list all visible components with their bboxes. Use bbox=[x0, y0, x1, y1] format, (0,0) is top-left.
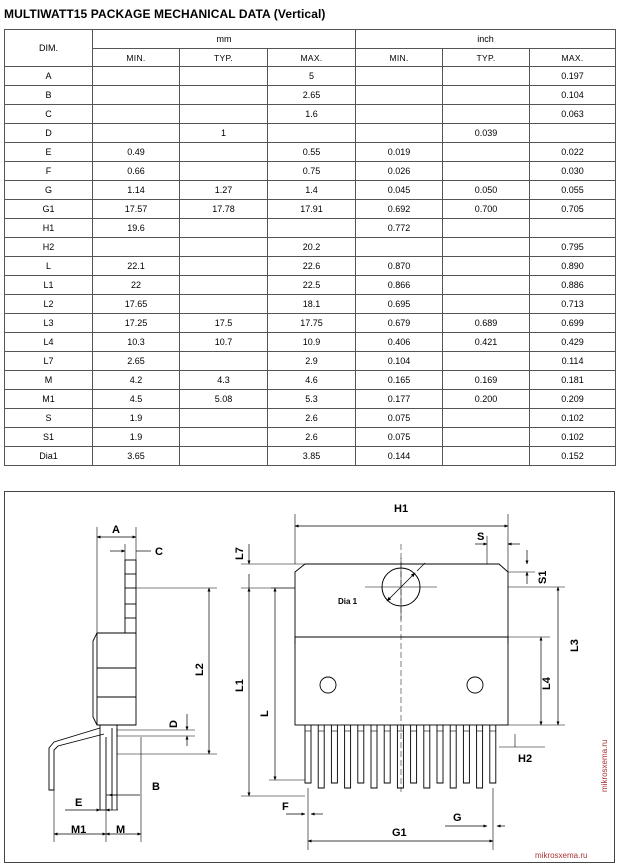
label-L4: L4 bbox=[541, 677, 553, 690]
value-cell: 0.063 bbox=[530, 105, 616, 124]
value-cell bbox=[180, 352, 268, 371]
label-H1: H1 bbox=[394, 503, 409, 515]
table-row bbox=[5, 314, 616, 333]
label-Dia1: Dia 1 bbox=[338, 597, 358, 606]
value-cell bbox=[443, 238, 530, 257]
value-cell: 0.104 bbox=[530, 86, 616, 105]
table-row bbox=[5, 238, 616, 257]
value-cell bbox=[443, 86, 530, 105]
value-cell: 0.49 bbox=[93, 143, 180, 162]
value-cell: 0.102 bbox=[530, 428, 616, 447]
dim-cell: S1 bbox=[5, 428, 93, 447]
lead bbox=[397, 725, 403, 788]
watermark: mikrosxema.ru bbox=[600, 739, 609, 792]
dim-cell: A bbox=[5, 67, 93, 86]
value-cell bbox=[356, 67, 443, 86]
dim-cell: L2 bbox=[5, 295, 93, 314]
value-cell: 10.9 bbox=[268, 333, 356, 352]
value-cell bbox=[180, 276, 268, 295]
table-row bbox=[5, 409, 616, 428]
value-cell bbox=[443, 409, 530, 428]
value-cell: 4.6 bbox=[268, 371, 356, 390]
front-tab bbox=[295, 564, 508, 637]
page-title: MULTIWATT15 PACKAGE MECHANICAL DATA (Vertical) bbox=[4, 7, 326, 21]
value-cell: 17.65 bbox=[93, 295, 180, 314]
value-cell bbox=[443, 67, 530, 86]
value-cell: 0.890 bbox=[530, 257, 616, 276]
value-cell: 0.075 bbox=[356, 428, 443, 447]
col-header-mm-typ: TYP. bbox=[180, 49, 268, 67]
value-cell bbox=[443, 447, 530, 466]
dim-cell: L3 bbox=[5, 314, 93, 333]
lead bbox=[477, 725, 483, 788]
value-cell bbox=[443, 276, 530, 295]
value-cell bbox=[443, 105, 530, 124]
col-header-mm: mm bbox=[93, 30, 356, 49]
package-drawing bbox=[4, 491, 615, 863]
value-cell bbox=[443, 162, 530, 181]
value-cell: 0.886 bbox=[530, 276, 616, 295]
value-cell bbox=[180, 238, 268, 257]
value-cell: 0.870 bbox=[356, 257, 443, 276]
value-cell bbox=[356, 86, 443, 105]
value-cell: 0.406 bbox=[356, 333, 443, 352]
lead bbox=[437, 725, 443, 783]
col-header-mm-min: MIN. bbox=[93, 49, 180, 67]
value-cell: 22.5 bbox=[268, 276, 356, 295]
value-cell bbox=[180, 409, 268, 428]
value-cell: 17.5 bbox=[180, 314, 268, 333]
value-cell bbox=[443, 143, 530, 162]
table-row bbox=[5, 219, 616, 238]
dim-cell: F bbox=[5, 162, 93, 181]
lead bbox=[371, 725, 377, 788]
side-body bbox=[93, 633, 136, 725]
value-cell: 4.2 bbox=[93, 371, 180, 390]
dim-cell: L bbox=[5, 257, 93, 276]
value-cell: 17.57 bbox=[93, 200, 180, 219]
value-cell: 0.689 bbox=[443, 314, 530, 333]
value-cell: 0.039 bbox=[443, 124, 530, 143]
table-row bbox=[5, 86, 616, 105]
dim-cell: C bbox=[5, 105, 93, 124]
value-cell bbox=[93, 67, 180, 86]
value-cell: 0.209 bbox=[530, 390, 616, 409]
label-L1: L1 bbox=[234, 679, 246, 692]
value-cell: 2.65 bbox=[268, 86, 356, 105]
value-cell: 0.695 bbox=[356, 295, 443, 314]
value-cell: 0.795 bbox=[530, 238, 616, 257]
value-cell bbox=[180, 428, 268, 447]
col-header-dim: DIM. bbox=[5, 30, 93, 67]
table-row bbox=[5, 428, 616, 447]
value-cell: 1.4 bbox=[268, 181, 356, 200]
label-H2: H2 bbox=[518, 753, 533, 765]
dim-cell: H2 bbox=[5, 238, 93, 257]
lead-group bbox=[305, 725, 496, 788]
mechanical-data-table bbox=[4, 29, 616, 466]
value-cell: 2.65 bbox=[93, 352, 180, 371]
lead bbox=[490, 725, 496, 783]
value-cell bbox=[530, 124, 616, 143]
label-B: B bbox=[152, 781, 160, 793]
dim-cell: H1 bbox=[5, 219, 93, 238]
value-cell: 0.075 bbox=[356, 409, 443, 428]
value-cell: 0.019 bbox=[356, 143, 443, 162]
dim-cell: G bbox=[5, 181, 93, 200]
value-cell: 0.679 bbox=[356, 314, 443, 333]
table-row bbox=[5, 352, 616, 371]
value-cell: 5 bbox=[268, 67, 356, 86]
value-cell bbox=[530, 219, 616, 238]
value-cell: 0.169 bbox=[443, 371, 530, 390]
value-cell: 0.045 bbox=[356, 181, 443, 200]
value-cell: 0.026 bbox=[356, 162, 443, 181]
value-cell: 0.197 bbox=[530, 67, 616, 86]
side-tab bbox=[125, 560, 136, 633]
label-S: S bbox=[477, 531, 485, 543]
value-cell bbox=[356, 105, 443, 124]
value-cell: 2.6 bbox=[268, 409, 356, 428]
dim-cell: L7 bbox=[5, 352, 93, 371]
value-cell: 0.152 bbox=[530, 447, 616, 466]
label-G: G bbox=[453, 812, 462, 824]
value-cell: 20.2 bbox=[268, 238, 356, 257]
value-cell: 10.3 bbox=[93, 333, 180, 352]
label-M: M bbox=[116, 824, 126, 836]
label-C: C bbox=[155, 546, 163, 558]
value-cell bbox=[180, 447, 268, 466]
label-L7: L7 bbox=[234, 547, 246, 560]
value-cell: 0.200 bbox=[443, 390, 530, 409]
front-body bbox=[295, 637, 508, 725]
value-cell bbox=[268, 124, 356, 143]
ejector-pin-left bbox=[320, 677, 336, 693]
dim-cell: S bbox=[5, 409, 93, 428]
watermark-bottom: mikrosxema.ru bbox=[535, 851, 588, 860]
value-cell: 4.3 bbox=[180, 371, 268, 390]
label-L: L bbox=[259, 710, 271, 717]
value-cell: 2.9 bbox=[268, 352, 356, 371]
table-row bbox=[5, 447, 616, 466]
label-G1: G1 bbox=[392, 827, 407, 839]
value-cell bbox=[180, 105, 268, 124]
lead bbox=[331, 725, 337, 783]
table-row bbox=[5, 143, 616, 162]
value-cell bbox=[93, 105, 180, 124]
lead bbox=[318, 725, 324, 788]
value-cell bbox=[93, 124, 180, 143]
value-cell: 1.6 bbox=[268, 105, 356, 124]
value-cell: 22 bbox=[93, 276, 180, 295]
dim-cell: D bbox=[5, 124, 93, 143]
dim-cell: G1 bbox=[5, 200, 93, 219]
front-view bbox=[234, 503, 581, 850]
value-cell: 4.5 bbox=[93, 390, 180, 409]
table-row bbox=[5, 105, 616, 124]
col-header-inch-min: MIN. bbox=[356, 49, 443, 67]
value-cell: 1 bbox=[180, 124, 268, 143]
value-cell: 0.050 bbox=[443, 181, 530, 200]
value-cell bbox=[443, 428, 530, 447]
value-cell: 0.713 bbox=[530, 295, 616, 314]
label-M1: M1 bbox=[71, 824, 87, 836]
table-header-row-limits bbox=[5, 49, 616, 67]
value-cell bbox=[180, 162, 268, 181]
lead bbox=[345, 725, 351, 788]
label-L3: L3 bbox=[569, 639, 581, 652]
value-cell: 0.104 bbox=[356, 352, 443, 371]
table-row bbox=[5, 390, 616, 409]
value-cell bbox=[443, 219, 530, 238]
value-cell: 0.66 bbox=[93, 162, 180, 181]
dim-cell: L1 bbox=[5, 276, 93, 295]
value-cell: 0.114 bbox=[530, 352, 616, 371]
dim-cell: M1 bbox=[5, 390, 93, 409]
lead bbox=[463, 725, 469, 783]
table-row bbox=[5, 276, 616, 295]
value-cell: 3.85 bbox=[268, 447, 356, 466]
lead bbox=[411, 725, 417, 783]
value-cell bbox=[356, 238, 443, 257]
value-cell bbox=[180, 219, 268, 238]
value-cell: 18.1 bbox=[268, 295, 356, 314]
value-cell: 0.692 bbox=[356, 200, 443, 219]
value-cell: 3.65 bbox=[93, 447, 180, 466]
value-cell: 0.866 bbox=[356, 276, 443, 295]
table-row bbox=[5, 295, 616, 314]
lead bbox=[358, 725, 364, 783]
lead bbox=[305, 725, 311, 783]
value-cell: 0.055 bbox=[530, 181, 616, 200]
col-header-inch: inch bbox=[356, 30, 616, 49]
value-cell: 0.429 bbox=[530, 333, 616, 352]
value-cell bbox=[356, 124, 443, 143]
dim-cell: E bbox=[5, 143, 93, 162]
dim-cell: Dia1 bbox=[5, 447, 93, 466]
ejector-pin-right bbox=[467, 677, 483, 693]
value-cell bbox=[268, 219, 356, 238]
value-cell: 17.25 bbox=[93, 314, 180, 333]
value-cell: 0.030 bbox=[530, 162, 616, 181]
value-cell: 1.9 bbox=[93, 409, 180, 428]
label-E: E bbox=[75, 797, 83, 809]
value-cell bbox=[93, 238, 180, 257]
label-A: A bbox=[112, 524, 120, 536]
value-cell: 17.78 bbox=[180, 200, 268, 219]
table-row bbox=[5, 124, 616, 143]
value-cell bbox=[93, 86, 180, 105]
lead bbox=[450, 725, 456, 788]
table-row bbox=[5, 67, 616, 86]
value-cell: 1.14 bbox=[93, 181, 180, 200]
value-cell: 0.700 bbox=[443, 200, 530, 219]
side-view bbox=[49, 524, 217, 842]
value-cell: 0.75 bbox=[268, 162, 356, 181]
value-cell: 0.022 bbox=[530, 143, 616, 162]
value-cell: 22.6 bbox=[268, 257, 356, 276]
value-cell: 22.1 bbox=[93, 257, 180, 276]
table-row bbox=[5, 181, 616, 200]
table-row bbox=[5, 257, 616, 276]
label-S1: S1 bbox=[537, 570, 549, 584]
value-cell: 0.181 bbox=[530, 371, 616, 390]
col-header-inch-max: MAX. bbox=[530, 49, 616, 67]
table-row bbox=[5, 200, 616, 219]
label-L2: L2 bbox=[194, 663, 206, 676]
value-cell bbox=[180, 295, 268, 314]
value-cell: 0.705 bbox=[530, 200, 616, 219]
dim-cell: L4 bbox=[5, 333, 93, 352]
table-row bbox=[5, 333, 616, 352]
value-cell bbox=[443, 295, 530, 314]
dim-cell: M bbox=[5, 371, 93, 390]
value-cell: 0.421 bbox=[443, 333, 530, 352]
value-cell: 0.772 bbox=[356, 219, 443, 238]
value-cell: 0.102 bbox=[530, 409, 616, 428]
value-cell bbox=[180, 143, 268, 162]
value-cell: 5.08 bbox=[180, 390, 268, 409]
value-cell: 0.165 bbox=[356, 371, 443, 390]
value-cell: 17.91 bbox=[268, 200, 356, 219]
value-cell: 1.27 bbox=[180, 181, 268, 200]
label-F: F bbox=[282, 801, 289, 813]
value-cell: 5.3 bbox=[268, 390, 356, 409]
value-cell: 0.699 bbox=[530, 314, 616, 333]
col-header-mm-max: MAX. bbox=[268, 49, 356, 67]
value-cell: 0.177 bbox=[356, 390, 443, 409]
table-header-row-units bbox=[5, 30, 616, 49]
value-cell: 2.6 bbox=[268, 428, 356, 447]
table-row bbox=[5, 371, 616, 390]
value-cell: 0.144 bbox=[356, 447, 443, 466]
value-cell bbox=[443, 257, 530, 276]
value-cell bbox=[180, 86, 268, 105]
table-row bbox=[5, 162, 616, 181]
label-D: D bbox=[168, 720, 180, 728]
lead bbox=[424, 725, 430, 788]
col-header-inch-typ: TYP. bbox=[443, 49, 530, 67]
value-cell: 1.9 bbox=[93, 428, 180, 447]
package-drawing-svg bbox=[5, 492, 616, 864]
value-cell bbox=[180, 257, 268, 276]
value-cell bbox=[180, 67, 268, 86]
dim-cell: B bbox=[5, 86, 93, 105]
value-cell: 10.7 bbox=[180, 333, 268, 352]
lead bbox=[384, 725, 390, 783]
value-cell bbox=[443, 352, 530, 371]
value-cell: 19.6 bbox=[93, 219, 180, 238]
value-cell: 17.75 bbox=[268, 314, 356, 333]
value-cell: 0.55 bbox=[268, 143, 356, 162]
